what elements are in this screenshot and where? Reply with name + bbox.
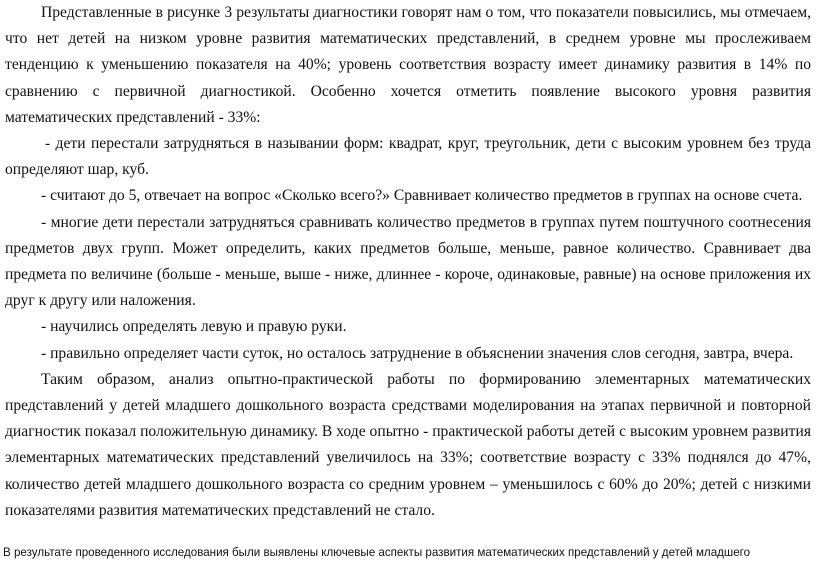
paragraph-left-right: - научились определять левую и правую руки.	[41, 318, 347, 336]
paragraph-shapes: - дети перестали затрудняться в назывании форм: квадрат, круг, треугольник, дети с высоким уровнем без труда определяют шар, куб.	[5, 135, 811, 179]
paragraph-results-summary: Представленные в рисунке 3 результаты диагностики говорят нам о том, что показатели повысились, мы отмечаем, что нет детей на низком уровне развития математических представлений, в среднем уровне мы прослеживаем тенденцию к уменьшению показателя на 40%; уровень соответствия возрасту имеет динамику развития в 14% по сравнению с первичной диагностикой. Особенно хочется отметить появление высокого уровня развития математических представлений - 33%:	[5, 4, 811, 126]
paragraph-counting: - считают до 5, отвечает на вопрос «Сколько всего?» Сравнивает количество предметов в группах на основе счета.	[41, 187, 803, 205]
footer-text: В результате проведенного исследования были выявлены ключевые аспекты развития математических представлений у детей младшего	[3, 546, 751, 559]
paragraph-time-of-day: - правильно определяет части суток, но осталось затруднение в объяснении значения слов сегодня, завтра, вчера.	[41, 344, 794, 362]
paragraph-conclusion: Таким образом, анализ опытно-практической работы по формированию элементарных математических представлений у детей младшего дошкольного возраста средствами моделирования на этапах первичной и повторной диагностик показал положительную динамику. В ходе опытно - практической работы детей с высоким уровнем развития элементарных математических представлений увеличилось на 33%; соответствие возрасту с 33% поднялся до 47%, количество детей младшего дошкольного возраста со средним уровнем – уменьшилось с 60% до 20%; детей с низкими показателями развития математических представлений не стало.	[5, 370, 811, 519]
document-body	[5, 0, 811, 524]
paragraph-comparison: - многие дети перестали затрудняться сравнивать количество предметов в группах путем поштучного соотнесения предметов двух групп. Может определить, каких предметов больше, меньше, равное количество. Сравнивает два предмета по величине (больше - меньше, выше - ниже, длиннее - короче, одинаковые, равные) на основе приложения их друг к другу или наложения.	[5, 213, 811, 310]
